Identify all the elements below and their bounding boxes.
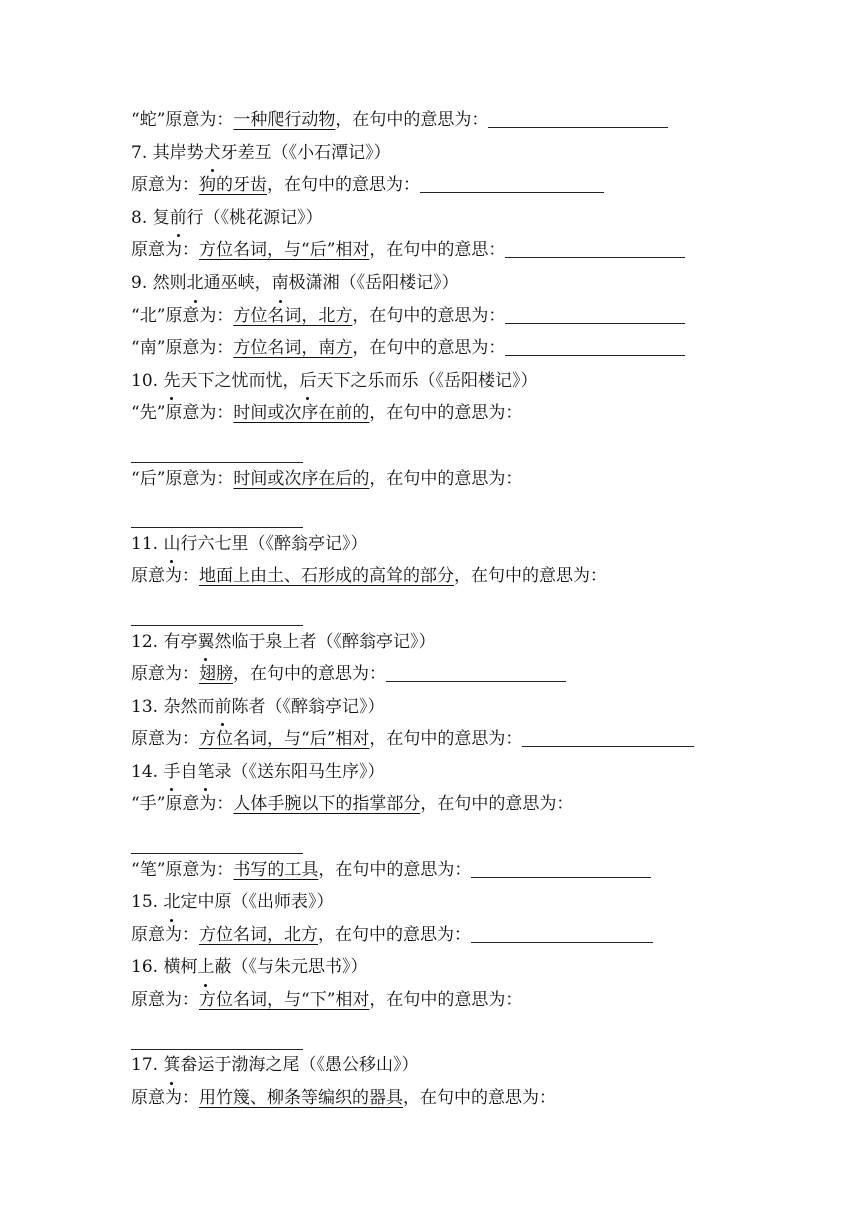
question-number: 8. [131,207,153,228]
sentence-text: 其岸势 [152,142,204,163]
prompt-text: ，在句中的意思为： [454,566,607,587]
meaning-line [131,723,731,756]
sentence-text: 天下之乐而乐 [316,370,419,391]
answer-blank[interactable] [505,237,685,258]
dotted-key-word: 北 [163,886,180,919]
prompt-text: ，在句中的意思为： [369,729,523,750]
question-sentence [131,267,731,300]
sentence-text: 然临于泉上者 [214,631,317,652]
source-title: （《愚公移山》） [299,1055,419,1076]
original-meaning: 时间或次序在后的 [233,468,370,489]
meaning-line [131,788,731,821]
sentence-text: 蔽 [214,957,232,978]
source-title: （《醉翁亭记》） [316,631,436,652]
original-meaning: 用竹篾、柳条等编织的器具 [199,1087,403,1108]
meaning-label: “南”原意为： [131,338,234,359]
original-meaning: 狗的牙齿 [199,175,267,196]
dotted-key-word: 先 [163,365,180,398]
answer-blank[interactable] [505,303,685,324]
dotted-key-word: 手 [163,756,180,789]
sentence-text: 天下之忧而忧， [180,370,300,391]
prompt-text: ，在句中的意思为： [335,110,489,130]
question-sentence [131,691,731,724]
meaning-label: “笔”原意为： [131,859,234,880]
dotted-key-word: 前 [170,202,187,235]
meaning-line [131,169,731,202]
prompt-text: ，在句中的意思为： [318,859,472,880]
meaning-line [131,984,731,1017]
prompt-text: ，在句中的意思为： [267,175,420,196]
original-meaning: 人体手腕以下的指掌部分 [233,794,421,815]
source-title: （《岳阳楼记》） [339,272,459,293]
sentence-text: 通巫峡， [203,272,272,293]
meaning-line [131,463,731,496]
question-number: 13. [131,696,164,717]
worksheet-page [131,104,731,1114]
answer-blank[interactable] [471,857,651,878]
answer-line[interactable] [131,495,731,528]
dotted-key-word: 箕 [163,1049,180,1082]
question-sentence [131,951,731,984]
meaning-line [131,854,731,887]
prompt-text: ，在句中的意思为： [369,468,523,489]
original-meaning: 方位名词，与“后”相对 [199,240,370,261]
meaning-label: “手”原意为： [131,794,234,815]
original-meaning: 方位名词，北方 [233,305,353,326]
question-number: 10. [131,370,164,391]
prompt-text: ，在句中的意思为： [420,794,574,815]
question-sentence [131,137,731,170]
meaning-line [131,560,731,593]
dotted-key-word: 前 [214,691,231,724]
question-sentence [131,626,731,659]
answer-blank[interactable] [386,661,566,682]
answer-line[interactable] [131,821,731,854]
prompt-text: ，在句中的意思为： [233,664,386,685]
answer-blank[interactable] [471,922,653,943]
original-meaning: 方位名词，与“下”相对 [199,990,370,1011]
prompt-text: ，在句中的意思： [369,240,506,261]
original-meaning: 书写的工具 [233,859,319,880]
source-title: （《送东阳马生序》） [231,761,385,782]
prompt-text: ，在句中的意思为： [403,1087,556,1108]
answer-blank[interactable] [131,1029,303,1050]
sentence-text: 复 [152,207,170,228]
meaning-line [131,397,731,430]
sentence-text: 录 [214,761,232,782]
meaning-line [131,1082,731,1115]
meaning-line [131,234,731,267]
question-number: 15. [131,892,164,913]
meaning-label: 原意为： [131,566,199,587]
dotted-key-word: 南 [272,267,289,300]
sentence-text: 陈者 [231,696,266,717]
dotted-key-word: 笔 [197,756,214,789]
meaning-label: 原意为： [131,1087,199,1108]
sentence-text: 然则 [152,272,187,293]
answer-blank[interactable] [488,107,668,128]
meaning-label: 原意为： [131,990,199,1011]
question-number: 14. [131,761,164,782]
sentence-text: 畚运于渤海之尾 [180,1055,300,1076]
question-number: 7. [131,142,153,163]
answer-line[interactable] [131,430,731,463]
original-meaning: 一种爬行动物 [233,110,336,130]
answer-blank[interactable] [522,726,694,747]
source-title: （《醉翁亭记》） [248,533,368,554]
question-number: 9. [131,272,153,293]
answer-line[interactable] [131,593,731,626]
meaning-line [131,300,731,333]
meaning-label: 原意为： [131,729,199,750]
sentence-text: 牙差互 [220,142,272,163]
answer-blank[interactable] [131,833,303,854]
dotted-key-word: 犬 [204,137,221,170]
answer-line[interactable] [131,1017,731,1050]
meaning-line [131,919,731,952]
question-sentence [131,365,731,398]
question-sentence [131,1049,731,1082]
source-title: （《醉翁亭记》） [265,696,385,717]
meaning-label: “蛇”原意为： [131,110,234,130]
source-title: （《岳阳楼记》） [418,370,538,391]
source-title: （《出师表》） [231,892,334,913]
meaning-label: 原意为： [131,240,199,261]
sentence-text: 行 [186,207,204,228]
answer-blank[interactable] [420,172,604,193]
prompt-text: ，在句中的意思为： [369,403,523,424]
answer-blank[interactable] [505,335,685,356]
source-title: （《小石潭记》） [271,142,391,163]
answer-blank[interactable] [131,507,303,528]
prompt-text: ，在句中的意思为： [352,305,506,326]
original-meaning: 方位名词，南方 [233,338,353,359]
original-meaning: 时间或次序在前的 [233,403,370,424]
question-number: 17. [131,1055,164,1076]
source-title: （《桃花源记》） [203,207,323,228]
question-number: 12. [131,631,164,652]
dotted-key-word: 北 [187,267,204,300]
sentence-text: 自 [180,761,198,782]
prompt-text: ，在句中的意思为： [369,990,523,1011]
original-meaning: 地面上由土、石形成的高耸的部分 [199,566,454,587]
dotted-key-word: 后 [299,365,316,398]
meaning-label: 原意为： [131,175,199,196]
answer-blank[interactable] [131,605,303,626]
meaning-label: “北”原意为： [131,305,234,326]
meaning-label: “后”原意为： [131,468,234,489]
dotted-key-word: 山 [163,528,180,561]
meaning-label: 原意为： [131,664,199,685]
question-number: 16. [131,957,164,978]
sentence-text: 行六七里 [180,533,249,554]
dotted-key-word: 上 [197,951,214,984]
source-title: （《与朱元思书》） [231,957,368,978]
original-meaning: 方位名词，与“后”相对 [199,729,370,750]
original-meaning: 方位名词，北方 [199,924,318,945]
sentence-text: 极潇湘 [288,272,340,293]
sentence-text: 定中原 [180,892,232,913]
question-sentence [131,202,731,235]
question-number: 11. [131,533,164,554]
dotted-key-word: 翼 [197,626,214,659]
prompt-text: ，在句中的意思为： [352,338,506,359]
question-sentence [131,756,731,789]
meaning-label: “先”原意为： [131,403,234,424]
meaning-line [131,332,731,365]
sentence-text: 横柯 [163,957,198,978]
sentence-text: 杂然而 [163,696,215,717]
meaning-line [131,658,731,691]
original-meaning: 翅膀 [199,664,233,685]
sentence-text: 有亭 [163,631,198,652]
meaning-label: 原意为： [131,924,199,945]
answer-blank[interactable] [131,442,303,463]
prompt-text: ，在句中的意思为： [318,924,471,945]
question-sentence [131,528,731,561]
question-sentence [131,886,731,919]
meaning-line [131,104,731,137]
